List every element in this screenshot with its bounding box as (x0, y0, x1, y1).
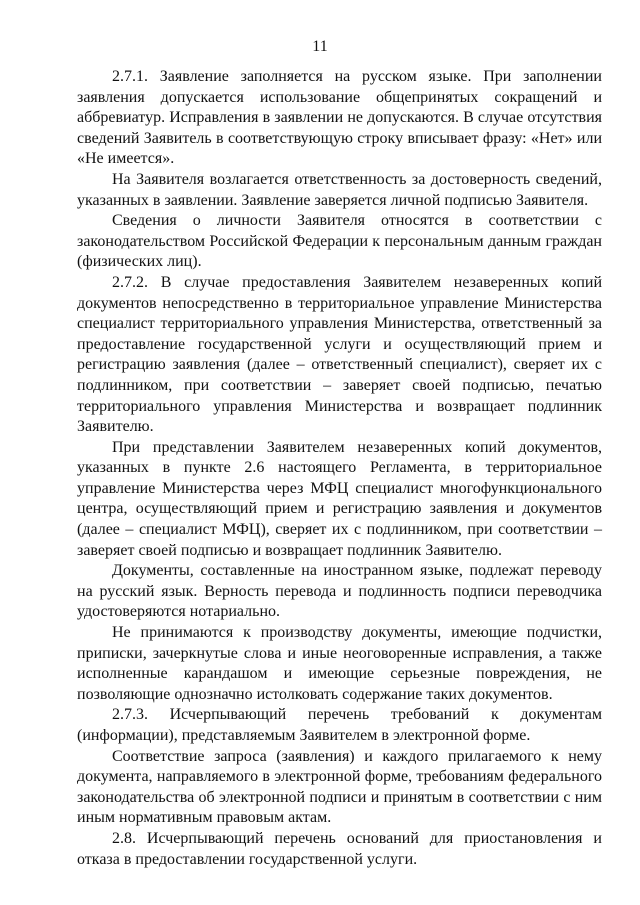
paragraph-not-accepted: Не принимаются к производству документы, имеющие подчистки, приписки, зачеркнутые слова и иные неоговоренные исправления, а также исполненные карандашом и имеющие серьезные повреждения, не позволяющие однозначно истолковать содержание таких документов. (77, 624, 602, 703)
page-number: 11 (312, 38, 328, 55)
paragraph-2-7-3: 2.7.3. Исчерпывающий перечень требований к документам (информации), представляемым Заявителем в электронной форме. (77, 706, 602, 744)
paragraph-electronic-conformity: Соответствие запроса (заявления) и каждого прилагаемого к нему документа, направляемого в электронной форме, требованиям федерального законодательства об электронной подписи и принятым в соответствии с ним иным нормативным правовым актам. (77, 747, 602, 827)
paragraph-personal-data: Сведения о личности Заявителя относятся в соответствии с законодательством Российской Федерации к персональным данным граждан (физических лиц). (77, 212, 602, 271)
document-body (77, 67, 602, 870)
paragraph-2-8: 2.8. Исчерпывающий перечень оснований для приостановления и отказа в предоставлении государственной услуги. (77, 829, 602, 868)
paragraph-applicant-responsibility: На Заявителя возлагается ответственность за достоверность сведений, указанных в заявлении. Заявление заверяется личной подписью Заявителя. (77, 170, 602, 209)
paragraph-foreign-language: Документы, составленные на иностранном языке, подлежат переводу на русский язык. Верность перевода и подлинность подписи переводчика удостоверяются нотариально. (77, 562, 602, 621)
paragraph-2-7-1: 2.7.1. Заявление заполняется на русском языке. При заполнении заявления допускается использование общепринятых сокращений и аббревиатур. Исправления в заявлении не допускаются. В случае отсутствия сведений Заявитель в соответствующую строку вписывает фразу: «Нет» или «Не имеется». (77, 68, 602, 168)
paragraph-2-7-2: 2.7.2. В случае предоставления Заявителем незаверенных копий документов непосредственно в территориальное управление Министерства специалист территориального управления Министерства, ответственный за предоставление государственной услуги и осуществляющий прием и регистрацию заявления (далее – ответственный специалист), сверяет их с подлинником, при соответствии – заверяет своей подписью, печатью территориального управления Министерства и возвращает подлинник Заявителю. (77, 273, 602, 436)
paragraph-mfc-copies: При представлении Заявителем незаверенных копий документов, указанных в пункте 2.6 настоящего Регламента, в территориальное управление Министерства через МФЦ специалист многофункционального центра, осуществляющий прием и регистрацию заявления и документов (далее – специалист МФЦ), сверяет их с подлинником, при соответствии – заверяет своей подписью и возвращает подлинник Заявителю. (77, 438, 602, 559)
